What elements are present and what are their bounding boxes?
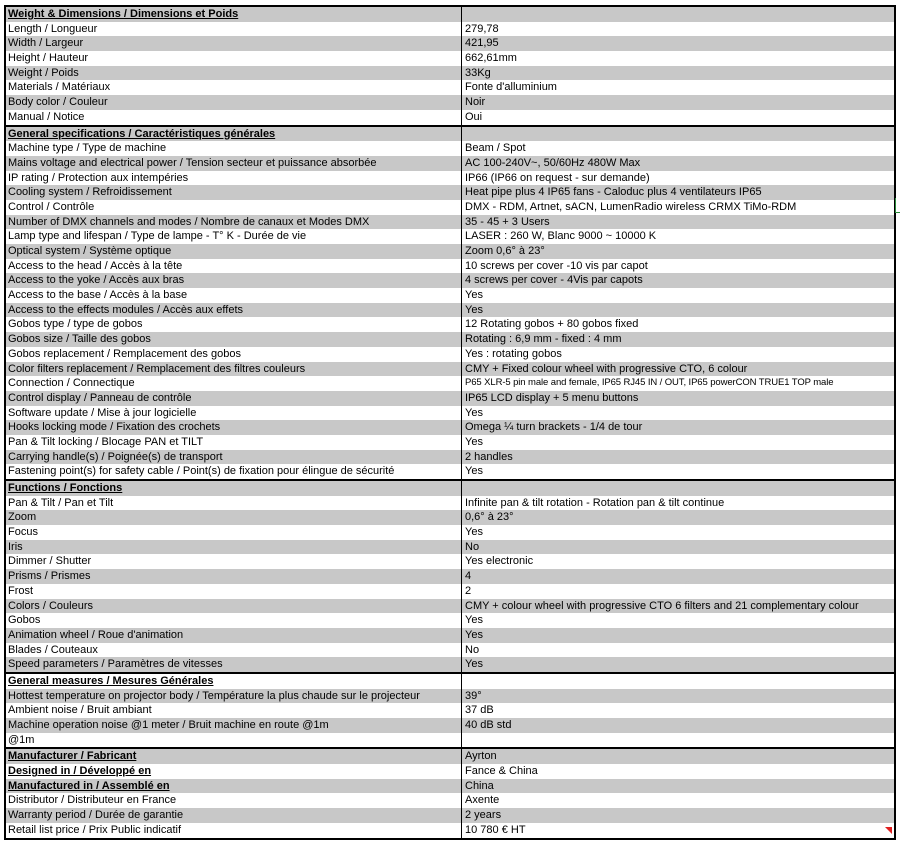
spec-label-cell[interactable]: Frost bbox=[8, 584, 34, 597]
spec-row[interactable] bbox=[6, 303, 894, 318]
spec-value-cell[interactable]: IP66 (IP66 on request - sur demande) bbox=[461, 171, 894, 186]
spec-row[interactable] bbox=[6, 599, 894, 614]
spec-row[interactable] bbox=[6, 80, 894, 95]
spec-row[interactable] bbox=[6, 156, 894, 171]
spec-value-cell[interactable]: 4 screws per cover - 4Vis par capots bbox=[461, 273, 894, 288]
spec-label-cell[interactable]: Materials / Matériaux bbox=[8, 81, 111, 94]
spec-value-cell[interactable]: Noir bbox=[461, 95, 894, 110]
section-header-row[interactable] bbox=[6, 7, 894, 22]
spec-label-cell[interactable]: Width / Largeur bbox=[8, 37, 84, 50]
spec-label-cell[interactable]: Body color / Couleur bbox=[8, 96, 108, 109]
spec-value-cell[interactable]: 2 handles bbox=[461, 450, 894, 465]
spec-value-cell[interactable]: CMY + Fixed colour wheel with progressive CTO, 6 colour bbox=[461, 362, 894, 377]
spec-label-cell[interactable]: IP rating / Protection aux intempéries bbox=[8, 171, 189, 184]
spec-row[interactable] bbox=[6, 66, 894, 81]
spec-row[interactable] bbox=[6, 332, 894, 347]
spec-row[interactable] bbox=[6, 229, 894, 244]
spec-value-cell[interactable] bbox=[461, 7, 894, 22]
spec-value-cell[interactable]: LASER : 260 W, Blanc 9000 ~ 10000 K bbox=[461, 229, 894, 244]
spec-row[interactable] bbox=[6, 808, 894, 823]
spec-value-cell[interactable]: AC 100-240V~, 50/60Hz 480W Max bbox=[461, 156, 894, 171]
spec-label-cell[interactable]: Retail list price / Prix Public indicatif bbox=[8, 823, 182, 836]
spec-sheet-table bbox=[4, 5, 896, 840]
spec-label-cell[interactable]: Distributor / Distributeur en France bbox=[8, 794, 177, 807]
spec-row[interactable] bbox=[6, 110, 894, 125]
spec-label-cell[interactable]: Machine operation noise @1 meter / Bruit machine en route @1m bbox=[8, 719, 329, 731]
spec-label-cell[interactable]: Carrying handle(s) / Poignée(s) de transport bbox=[8, 450, 223, 463]
spec-row[interactable] bbox=[6, 391, 894, 406]
spec-row[interactable] bbox=[6, 613, 894, 628]
spec-label-cell[interactable]: Prisms / Prismes bbox=[8, 570, 91, 583]
spec-label-cell[interactable]: Machine type / Type de machine bbox=[8, 142, 167, 155]
spec-value-cell[interactable]: Yes : rotating gobos bbox=[461, 347, 894, 362]
section-header-row[interactable] bbox=[6, 779, 894, 794]
spec-label-cell[interactable]: Gobos size / Taille des gobos bbox=[8, 333, 151, 346]
spec-value-cell[interactable]: Yes bbox=[461, 613, 894, 628]
spec-label-cell[interactable]: Pan & Tilt locking / Blocage PAN et TILT bbox=[8, 435, 204, 448]
spec-label-cell[interactable]: Colors / Couleurs bbox=[8, 599, 93, 612]
spec-label-cell[interactable]: Optical system / Système optique bbox=[8, 245, 172, 257]
spec-row[interactable] bbox=[6, 259, 894, 274]
spec-value-cell[interactable]: 421,95 bbox=[461, 36, 894, 51]
spec-row[interactable] bbox=[6, 703, 894, 718]
spec-label-cell[interactable]: Hooks locking mode / Fixation des crochets bbox=[8, 421, 221, 434]
spec-row[interactable] bbox=[6, 51, 894, 66]
spec-label-cell[interactable]: Functions / Fonctions bbox=[8, 482, 123, 494]
spec-label-cell[interactable]: Access to the base / Accès à la base bbox=[8, 289, 188, 302]
spec-row[interactable] bbox=[6, 525, 894, 540]
spec-label-cell[interactable]: Access to the head / Accès à la tête bbox=[8, 259, 183, 272]
spec-row[interactable] bbox=[6, 450, 894, 465]
spec-label-cell[interactable]: Access to the effects modules / Accès aux effets bbox=[8, 303, 243, 316]
spec-value-cell[interactable]: 39° bbox=[461, 689, 894, 704]
spec-label-cell[interactable]: Gobos replacement / Remplacement des gobos bbox=[8, 347, 241, 360]
spec-value-cell[interactable] bbox=[461, 674, 894, 689]
spec-row[interactable] bbox=[6, 733, 894, 748]
spec-value-cell[interactable]: Yes bbox=[461, 464, 894, 479]
spec-row[interactable] bbox=[6, 288, 894, 303]
spec-value-cell[interactable]: DMX - RDM, Artnet, sACN, LumenRadio wireless CRMX TiMo-RDM bbox=[461, 200, 894, 215]
spec-row[interactable] bbox=[6, 540, 894, 555]
spec-label-cell[interactable]: Control display / Panneau de contrôle bbox=[8, 391, 192, 404]
spec-row[interactable] bbox=[6, 362, 894, 377]
spec-value-cell[interactable]: 10 780 € HT bbox=[461, 823, 894, 838]
spec-label-cell[interactable]: General measures / Mesures Générales bbox=[8, 674, 214, 687]
spec-row[interactable] bbox=[6, 657, 894, 672]
spec-value-cell[interactable]: Fance & China bbox=[461, 764, 894, 779]
spec-label-cell[interactable]: Fastening point(s) for safety cable / Point(s) de fixation pour élingue de sécurité bbox=[8, 465, 395, 478]
spec-row[interactable] bbox=[6, 22, 894, 37]
spec-value-cell[interactable]: Infinite pan & tilt rotation - Rotation pan & tilt continue bbox=[461, 496, 894, 511]
spec-value-cell[interactable] bbox=[461, 127, 894, 142]
spec-value-cell[interactable]: No bbox=[461, 540, 894, 555]
spec-row[interactable] bbox=[6, 643, 894, 658]
spec-label-cell[interactable]: Connection / Connectique bbox=[8, 377, 135, 390]
spec-value-cell[interactable]: P65 XLR-5 pin male and female, IP65 RJ45 IN / OUT, IP65 powerCON TRUE1 TOP male bbox=[461, 376, 894, 391]
spec-value-cell[interactable]: Fonte d'alluminium bbox=[461, 80, 894, 95]
spec-label-cell[interactable]: Manual / Notice bbox=[8, 110, 85, 123]
spec-value-cell[interactable]: Yes bbox=[461, 525, 894, 540]
spec-row[interactable] bbox=[6, 36, 894, 51]
spec-label-cell[interactable]: Zoom bbox=[8, 511, 37, 524]
spec-label-cell[interactable]: Gobos bbox=[8, 614, 41, 627]
spec-label-cell[interactable]: Cooling system / Refroidissement bbox=[8, 186, 172, 199]
spec-row[interactable] bbox=[6, 95, 894, 110]
spec-row[interactable] bbox=[6, 317, 894, 332]
spec-value-cell[interactable]: Axente bbox=[461, 793, 894, 808]
spec-label-cell[interactable]: Gobos type / type de gobos bbox=[8, 318, 143, 331]
comment-marker-icon bbox=[885, 827, 892, 834]
spec-value-cell[interactable]: 2 bbox=[461, 584, 894, 599]
spec-row[interactable] bbox=[6, 464, 894, 479]
spec-label-cell[interactable]: Designed in / Développé en bbox=[8, 765, 152, 778]
spec-value-cell[interactable] bbox=[461, 481, 894, 496]
spec-value-cell[interactable]: China bbox=[461, 779, 894, 794]
spec-value-cell[interactable]: CMY + colour wheel with progressive CTO 6 filters and 21 complementary colour bbox=[461, 599, 894, 614]
spec-row[interactable] bbox=[6, 496, 894, 511]
spec-value-cell[interactable]: 10 screws per cover -10 vis par capot bbox=[461, 259, 894, 274]
spec-row[interactable] bbox=[6, 793, 894, 808]
spec-row[interactable] bbox=[6, 171, 894, 186]
spec-label-cell[interactable]: Software update / Mise à jour logicielle bbox=[8, 406, 197, 419]
spec-row[interactable] bbox=[6, 215, 894, 230]
spec-label-cell[interactable]: Ambient noise / Bruit ambiant bbox=[8, 704, 152, 717]
spec-value-cell[interactable]: Beam / Spot bbox=[461, 141, 894, 156]
spec-value-cell[interactable]: No bbox=[461, 643, 894, 658]
spec-value-cell[interactable]: IP65 LCD display + 5 menu buttons bbox=[461, 391, 894, 406]
spec-row[interactable] bbox=[6, 435, 894, 450]
spec-label-cell[interactable]: Access to the yoke / Accès aux bras bbox=[8, 274, 185, 287]
section-header-row[interactable] bbox=[6, 672, 894, 689]
spec-value-cell[interactable]: Yes bbox=[461, 435, 894, 450]
spec-value-cell[interactable]: Yes bbox=[461, 288, 894, 303]
spec-row[interactable] bbox=[6, 376, 894, 391]
spec-row[interactable] bbox=[6, 718, 894, 733]
cell-selection-indicator bbox=[895, 198, 900, 213]
section-header-row[interactable] bbox=[6, 764, 894, 779]
spec-row[interactable] bbox=[6, 689, 894, 704]
spec-label-cell[interactable]: Mains voltage and electrical power / Tension secteur et puissance absorbée bbox=[8, 156, 377, 169]
spec-value-cell[interactable]: Heat pipe plus 4 IP65 fans - Caloduc plus 4 ventilateurs IP65 bbox=[461, 185, 894, 200]
spec-label-cell[interactable]: Hottest temperature on projector body / Température la plus chaude sur le projecteur bbox=[8, 689, 420, 702]
section-header-row[interactable] bbox=[6, 125, 894, 142]
spec-row[interactable] bbox=[6, 406, 894, 421]
spec-value-cell[interactable]: 2 years bbox=[461, 808, 894, 823]
spec-label-cell[interactable]: Lamp type and lifespan / Type de lampe - T° K - Durée de vie bbox=[8, 230, 307, 243]
spec-row[interactable] bbox=[6, 185, 894, 200]
spec-label-cell[interactable]: Pan & Tilt / Pan et Tilt bbox=[8, 496, 114, 509]
spec-row[interactable] bbox=[6, 584, 894, 599]
spec-label-cell[interactable]: Blades / Couteaux bbox=[8, 643, 98, 656]
spec-value-cell[interactable]: Yes bbox=[461, 657, 894, 672]
spec-label-cell[interactable]: Manufactured in / Assemblé en bbox=[8, 779, 170, 792]
spec-row[interactable] bbox=[6, 569, 894, 584]
spec-row[interactable] bbox=[6, 273, 894, 288]
spec-label-cell[interactable]: Control / Contrôle bbox=[8, 200, 95, 213]
spec-label-cell[interactable]: Height / Hauteur bbox=[8, 52, 89, 65]
spec-row[interactable] bbox=[6, 420, 894, 435]
spec-value-cell[interactable]: Zoom 0,6° à 23° bbox=[461, 244, 894, 259]
spec-label-cell[interactable]: Focus bbox=[8, 526, 38, 539]
spec-label-cell[interactable]: Animation wheel / Roue d'animation bbox=[8, 628, 184, 641]
spec-label-cell[interactable]: Color filters replacement / Remplacement des filtres couleurs bbox=[8, 362, 306, 375]
spec-label-cell[interactable]: @1m bbox=[8, 733, 35, 746]
spec-value-cell[interactable]: 35 - 45 + 3 Users bbox=[461, 215, 894, 230]
section-header-row[interactable] bbox=[6, 479, 894, 496]
spec-row[interactable] bbox=[6, 244, 894, 259]
spec-row[interactable] bbox=[6, 554, 894, 569]
spec-label-cell[interactable]: Weight & Dimensions / Dimensions et Poids bbox=[8, 8, 239, 20]
spec-value-cell[interactable]: 12 Rotating gobos + 80 gobos fixed bbox=[461, 317, 894, 332]
spec-row[interactable] bbox=[6, 823, 894, 838]
spec-value-cell[interactable]: 4 bbox=[461, 569, 894, 584]
spec-value-cell[interactable] bbox=[461, 733, 894, 748]
spec-label-cell[interactable]: Iris bbox=[8, 540, 23, 553]
spec-label-cell[interactable]: Manufacturer / Fabricant bbox=[8, 750, 137, 763]
spec-value-cell[interactable]: 279,78 bbox=[461, 22, 894, 37]
spec-value-cell[interactable]: Yes bbox=[461, 628, 894, 643]
spec-value-cell[interactable]: Yes electronic bbox=[461, 554, 894, 569]
spec-label-cell[interactable]: General specifications / Caractéristiques générales bbox=[8, 127, 276, 140]
spec-value-cell[interactable]: Ayrton bbox=[461, 749, 894, 764]
spec-value-cell[interactable]: Oui bbox=[461, 110, 894, 125]
spec-value-cell[interactable]: 37 dB bbox=[461, 703, 894, 718]
spec-label-cell[interactable]: Warranty period / Durée de garantie bbox=[8, 809, 184, 822]
spec-label-cell[interactable]: Length / Longueur bbox=[8, 22, 98, 35]
spec-label-cell[interactable]: Weight / Poids bbox=[8, 66, 79, 79]
spec-row[interactable] bbox=[6, 141, 894, 156]
spec-label-cell[interactable]: Dimmer / Shutter bbox=[8, 555, 92, 568]
spec-value-cell[interactable]: Rotating : 6,9 mm - fixed : 4 mm bbox=[461, 332, 894, 347]
spec-value-cell[interactable]: 0,6° à 23° bbox=[461, 510, 894, 525]
section-header-row[interactable] bbox=[6, 747, 894, 764]
spec-value-cell[interactable]: 33Kg bbox=[461, 66, 894, 81]
spec-label-cell[interactable]: Speed parameters / Paramètres de vitesses bbox=[8, 658, 223, 671]
spec-row[interactable] bbox=[6, 628, 894, 643]
spec-row[interactable] bbox=[6, 200, 894, 215]
spec-value-cell[interactable]: Yes bbox=[461, 406, 894, 421]
spec-value-cell[interactable]: 662,61mm bbox=[461, 51, 894, 66]
spec-value-cell[interactable]: Omega ¼ turn brackets - 1/4 de tour bbox=[461, 420, 894, 435]
spec-value-cell[interactable]: 40 dB std bbox=[461, 718, 894, 733]
spec-row[interactable] bbox=[6, 510, 894, 525]
spec-row[interactable] bbox=[6, 347, 894, 362]
spec-label-cell[interactable]: Number of DMX channels and modes / Nombre de canaux et Modes DMX bbox=[8, 215, 370, 228]
spec-value-cell[interactable]: Yes bbox=[461, 303, 894, 318]
